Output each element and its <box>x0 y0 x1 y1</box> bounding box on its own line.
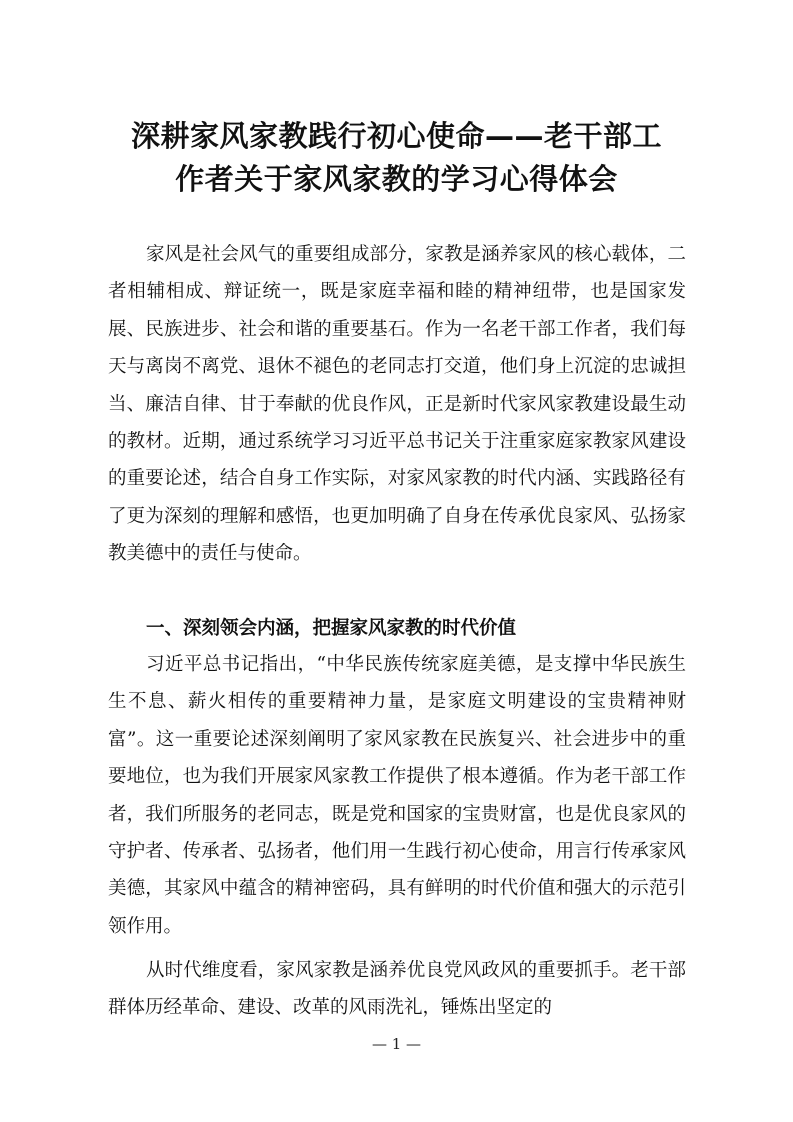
document-title-line-1: 深耕家风家教践行初心使命——老干部工 <box>130 119 662 153</box>
page-number: — 1 — <box>371 1035 422 1053</box>
section-heading-1: 一、深刻领会内涵，把握家风家教的时代价值 <box>146 618 517 639</box>
intro-paragraph: 家风是社会风气的重要组成部分，家教是涵养家风的核心载体，二者相辅相成、辩证统一，既是家庭幸福和睦的精神纽带，也是国家发展、民族进步、社会和谐的重要基石。作为一名老干部工作者，我们每天与离岗不离党、退休不褪色的老同志打交道，他们身上沉淀的忠诚担当、廉洁自律、甘于奉献的优良作风，正是新时代家风家教建设最生动的教材。近期，通过系统学习习近平总书记关于注重家庭家教家风建设的重要论述，结合自身工作实际，对家风家教的时代内涵、实践路径有了更为深刻的理解和感悟，也更加明确了自身在传承优良家风、弘扬家教美德中的责任与使命。 <box>108 244 686 565</box>
section1-paragraph-1: 习近平总书记指出，“中华民族传统家庭美德，是支撑中华民族生生不息、薪火相传的重要精神力量，是家庭文明建设的宝贵精神财富”。这一重要论述深刻阐明了家风家教在民族复兴、社会进步中的重要地位，也为我们开展家风家教工作提供了根本遵循。作为老干部工作者，我们所服务的老同志，既是党和国家的宝贵财富，也是优良家风的守护者、传承者、弘扬者，他们用一生践行初心使命，用言行传承家风美德，其家风中蕴含的精神密码，具有鲜明的时代价值和强大的示范引领作用。 <box>108 654 686 937</box>
document-title-line-2: 作者关于家风家教的学习心得体会 <box>175 162 618 196</box>
section1-paragraph-2: 从时代维度看，家风家教是涵养优良党风政风的重要抓手。老干部群体历经革命、建设、改革的风雨洗礼，锤炼出坚定的 <box>108 960 686 1019</box>
